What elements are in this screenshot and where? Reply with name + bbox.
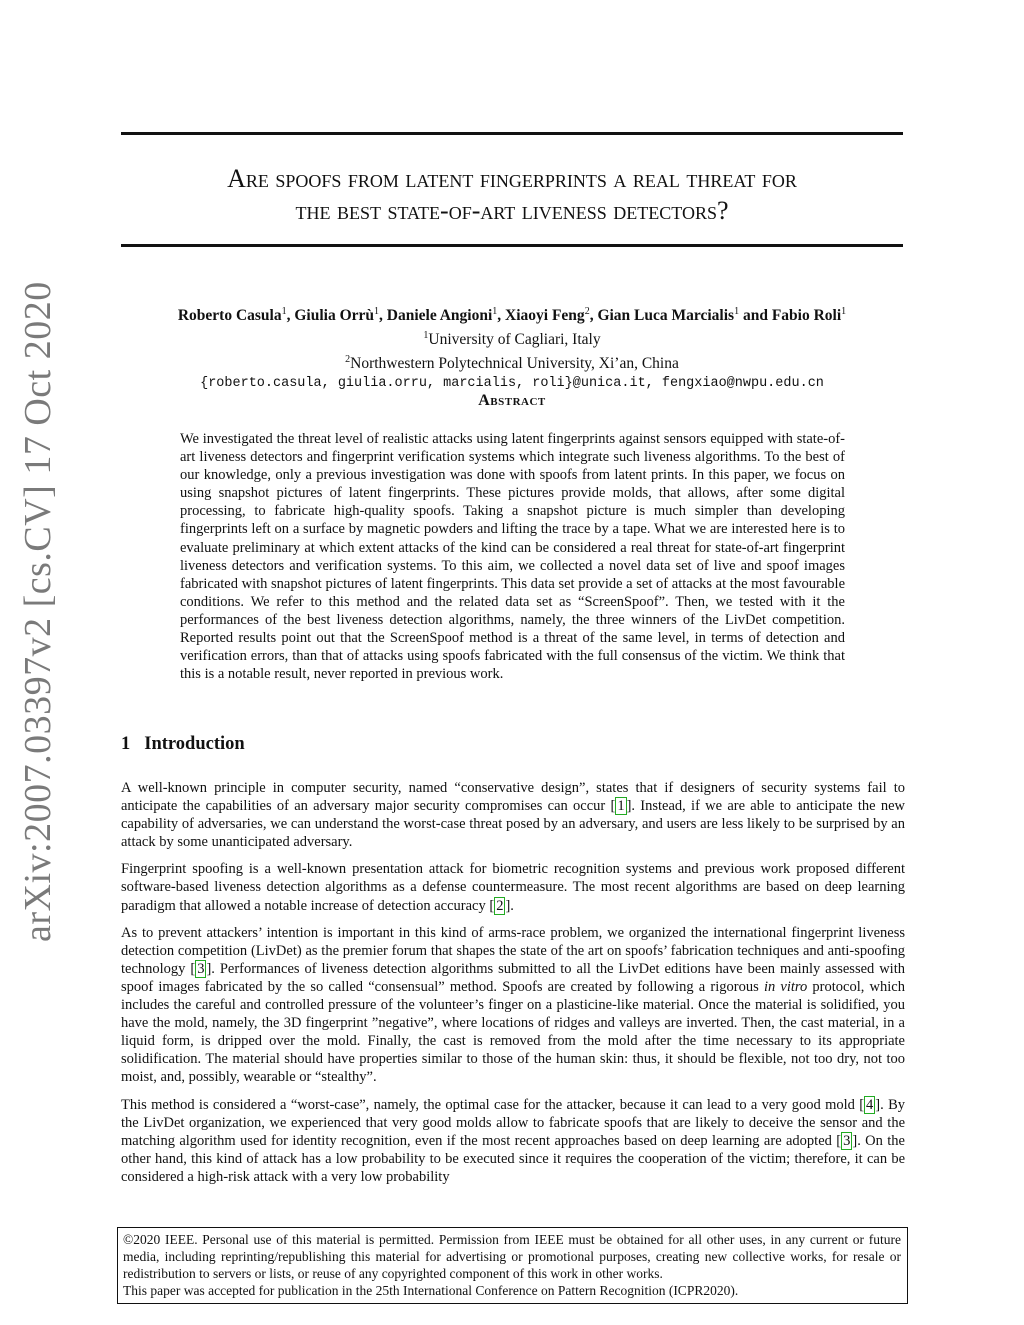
introduction-body [121, 779, 905, 1195]
citation-link[interactable]: 2 [496, 897, 504, 914]
author-name: Gian Luca Marcialis [597, 307, 735, 325]
abstract-text: We investigated the threat level of realistic attacks using latent fingerprints against sensors equipped with state-of-art liveness detectors and fingerprint verification systems which integrate such liveness algorithms. To the best of our knowledge, only a previous investigation was done with spoofs from latent prints. In this paper, we focus on using snapshot pictures of latent fingerprints. These pictures provide molds, that allows, after some digital processing, to fabricate high-quality spoofs. Taking a snapshot picture is much simpler than developing fingerprints left on a surface by magnetic powders and lifting the trace by a tape. What we are interested here is to evaluate preliminary at which extent attacks of the kind can be considered a real threat for state-of-art fingerprint liveness detectors and verification systems. To this aim, we collected a novel data set of live and spoof images fabricated with snapshot pictures of latent fingerprints. This data set provide a set of attacks at the most favourable conditions. We refer to this method and the related data set as “ScreenSpoof”. Then, we tested with it the performances of the best liveness detection algorithms, namely, the three winners of the LivDet competition. Reported results point out that the ScreenSpoof method is a threat of the same level, in terms of detection and verification errors, than that of attacks using spoofs fabricated with the full consensus of the victim. We think that this is a notable result, never reported in previous work. [180, 431, 845, 683]
paragraph-4 [121, 1096, 905, 1186]
author-affiliation-mark: 1 [734, 306, 740, 317]
abstract-heading: Abstract [478, 392, 546, 409]
paragraph-2 [121, 860, 905, 914]
section-heading-introduction [121, 734, 245, 755]
section-number: 1 [121, 734, 131, 754]
paragraph-text: Fingerprint spoofing is a well-known presentation attack for biometric recognition systems and previous work proposed different software-based liveness detection algorithms as a defense countermeasure. The most recent algorithms are based on deep learning paradigm that allowed a notable increase of detection accuracy [ [121, 861, 905, 914]
affiliation-text: Northwestern Polytechnical University, Xi’an, China [350, 355, 679, 373]
affiliation-number: 2 [345, 354, 351, 366]
author-block [121, 302, 903, 394]
paper-title-line-1: Are spoofs from latent fingerprints a real threat for [227, 164, 797, 193]
title-rule-top [121, 132, 903, 135]
title-rule-bottom [121, 244, 903, 247]
section-title: Introduction [144, 734, 245, 754]
citation-link[interactable]: 3 [843, 1132, 851, 1149]
author-affiliation-mark: 1 [841, 306, 847, 317]
affiliation-number: 1 [423, 330, 429, 342]
author-name: Roberto Casula [177, 307, 282, 325]
paragraph-text: ]. On the other hand, this kind of attack has a low probability to be executed since it requires the cooperation of the victim; therefore, it can be considered a high-risk attack with a very low probability [121, 1132, 905, 1185]
arxiv-identifier[interactable]: arXiv:2007.03397v2 [cs.CV] 17 Oct 2020 [17, 281, 59, 942]
author-emails: {roberto.casula, giulia.orru, marcialis, roli}@unica.it, fengxiao@nwpu.edu.cn [200, 376, 824, 392]
author-name: Giulia Orrù [294, 307, 375, 325]
author-name: Daniele Angioni [386, 307, 493, 325]
paragraph-text: ]. Performances of liveness detection algorithms submitted to all the LivDet editions have been mainly assessed with spoof images fabricated by the so called “consensual” method. Spoofs are created by following a rigorous [121, 960, 905, 995]
affiliation-1 [121, 326, 903, 350]
paragraph-emphasis: in vitro [763, 978, 808, 995]
author-names: Roberto Casula$^1$, Giulia Orrù$^1$, Daniele Angioni$^1$, Xiaoyi Feng$^2$, Gian Luca Marcialis$^1$ and Fabio Roli$^1$ [177, 306, 847, 325]
paragraph-text: ]. [505, 897, 514, 914]
paragraph-text: A well-known principle in computer security, named “conservative design”, states that if designers of security systems fail to anticipate the capabilities of an adversary major security compromises can occur [ [121, 780, 905, 815]
copyright-notice-box [117, 1227, 908, 1304]
paragraph-3 [121, 924, 905, 1087]
citation-link[interactable]: 3 [197, 960, 205, 977]
citation-link[interactable]: 4 [866, 1096, 874, 1113]
affiliation-2 [121, 350, 903, 374]
publication-note: This paper was accepted for publication in the 25th International Conference on Pattern Recognition (ICPR2020). [123, 1283, 739, 1298]
paper-title-line-2: the best state-of-art liveness detectors? [295, 196, 729, 225]
paragraph-text: ]. By the LivDet organization, we experienced that very good molds allow to fabricate spoofs that are likely to deceive the sensor and the matching algorithm used for identity recognition, even if the most recent approaches based on deep learning are adopted [ [121, 1096, 905, 1149]
paragraph-text: This method is considered a “worst-case”, namely, the optimal case for the attacker, because it can lead to a very good mold [ [121, 1096, 865, 1113]
author-name: Fabio Roli [771, 307, 842, 325]
author-affiliation-mark: 1 [374, 306, 380, 317]
paragraph-text: ]. Instead, if we are able to anticipate the new capability of adversaries, we can understand the worst-case threat posed by an adversary, and users are less likely to be surprised by an attack by some unanticipated adversary. [121, 798, 905, 851]
affiliation-text: University of Cagliari, Italy [428, 331, 601, 349]
citation-link[interactable]: 1 [617, 798, 625, 815]
author-affiliation-mark: 2 [584, 306, 590, 317]
paragraph-text: As to prevent attackers’ intention is important in this kind of arms-race problem, we organized the international fingerprint liveness detection competition (LivDet) as the premier forum that shapes the state of the art on spoofs’ fabrication techniques and anti-spoofing technology [ [121, 924, 905, 977]
paragraph-1 [121, 779, 905, 851]
author-name: Xiaoyi Feng [505, 307, 585, 325]
paper-title [121, 163, 903, 227]
author-joiner: and [742, 307, 768, 325]
paragraph-text: protocol, which includes the careful and controlled pressure of the volunteer’s finger on a plasticine-like material. Once the material is solidified, you have the mold, namely, the 3D fingerprint ”negative”, where locations of ridges and valleys are inverted. Then, the cast material, in a liquid form, is dripped over the mold. Finally, the cast is removed from the mold after the time necessary to its appropriate solidification. The material should have properties similar to those of the human skin: thus, it should be flexible, not too dry, not too moist, and, possibly, wearable or “stealthy”. [121, 978, 905, 1086]
copyright-notice: ©2020 IEEE. Personal use of this material is permitted. Permission from IEEE must be obtained for all other uses, in any current or future media, including reprinting/republishing this material for advertising or promotional purposes, creating new collective works, for resale or redistribution to servers or lists, or reuse of any copyrighted component of this work in other works. [123, 1232, 901, 1281]
author-affiliation-mark: 1 [281, 306, 287, 317]
author-affiliation-mark: 1 [492, 306, 498, 317]
